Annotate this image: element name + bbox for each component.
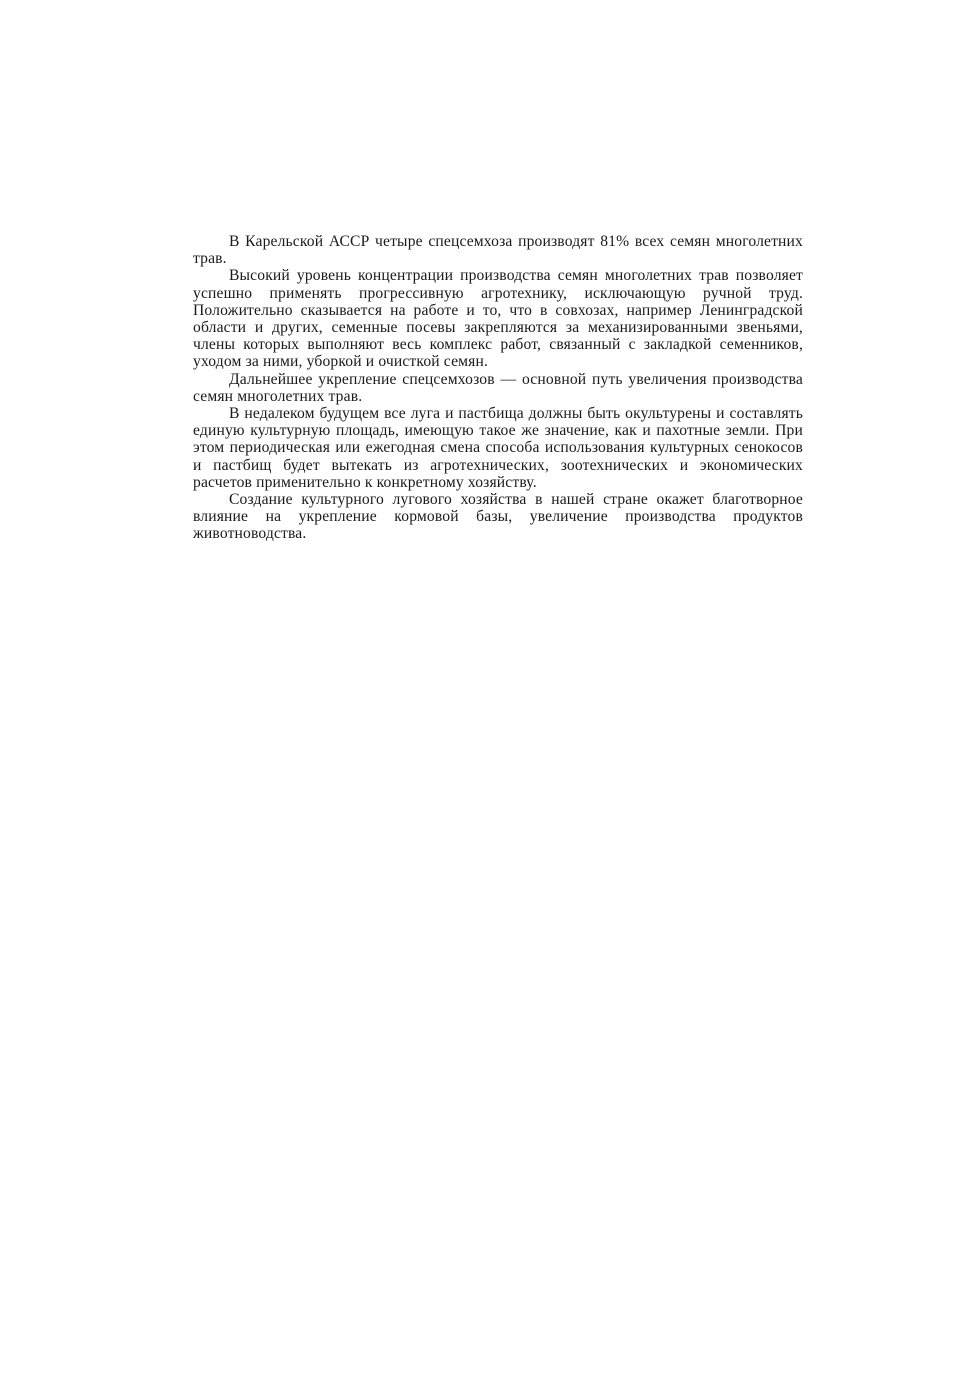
paragraph-3: Дальнейшее укрепление спецсемхозов — основной путь увеличения производства семян многолетних трав. <box>193 370 803 405</box>
paragraph-1: В Карельской АССР четыре спецсемхоза производят 81% всех семян многолетних трав. <box>193 233 803 268</box>
body-text <box>193 233 803 543</box>
paragraph-4: В недалеком будущем все луга и пастбища должны быть окультурены и составлять единую культурную площадь, имеющую такое же значение, как и пахотные земли. При этом периодическая или ежегодная смена способа использования культурных сенокосов и пастбищ будет вытекать из агротехнических, зоотехнических и экономических расчетов применительно к конкретному хозяйству. <box>193 405 803 491</box>
paragraph-2: Высокий уровень концентрации производства семян многолетних трав позволяет успешно применять прогрессивную агротехнику, исключающую ручной труд. Положительно сказывается на работе и то, что в совхозах, например Ленинградской области и других, семенные посевы закрепляются за механизированными звеньями, члены которых выполняют весь комплекс работ, связанный с закладкой семенников, уходом за ними, уборкой и очисткой семян. <box>193 267 803 371</box>
paragraph-5: Создание культурного лугового хозяйства в нашей стране окажет благотворное влияние на укрепление кормовой базы, увеличение производства продуктов животноводства. <box>193 491 803 543</box>
